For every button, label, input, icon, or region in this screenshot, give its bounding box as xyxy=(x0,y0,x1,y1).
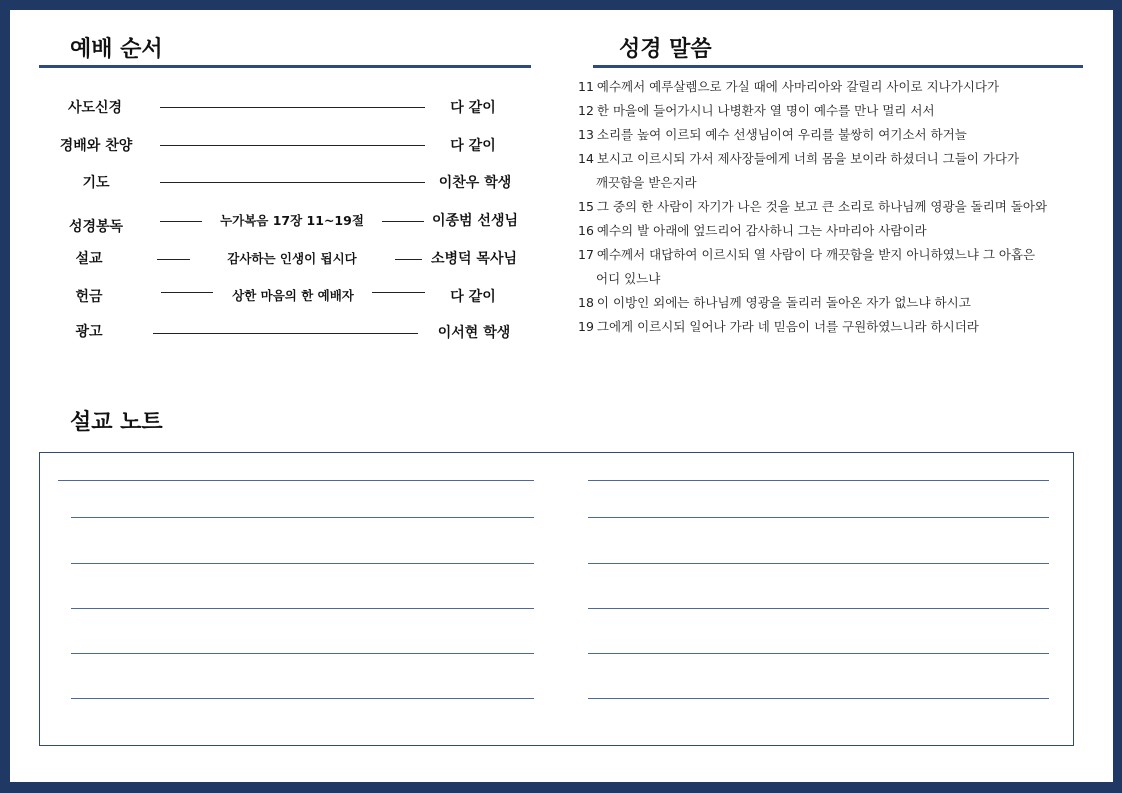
order-leader-line xyxy=(161,292,213,293)
order-item-label: 기도 xyxy=(82,175,110,191)
sermon-notes-title: 설교 노트 xyxy=(70,410,163,435)
scripture-rule xyxy=(593,65,1083,68)
order-leader-line xyxy=(153,333,418,334)
order-leader-line xyxy=(395,259,422,260)
verse xyxy=(578,102,1098,120)
verse-text: 그에게 이르시되 일어나 가라 네 믿음이 너를 구원하였느니라 하시더라 xyxy=(596,319,979,334)
note-line xyxy=(58,480,534,481)
note-line xyxy=(71,517,534,518)
verse-number: 16 xyxy=(578,223,594,238)
order-leader-line xyxy=(160,221,202,222)
verse-number: 18 xyxy=(578,295,594,310)
order-leader-line xyxy=(160,107,425,108)
note-line xyxy=(588,517,1049,518)
verse-number: 13 xyxy=(578,127,594,142)
verse-text: 예수께서 대답하여 이르시되 열 사람이 다 깨끗함을 받지 아니하였느냐 그 아홉은 xyxy=(596,247,1036,262)
worship-order-rule xyxy=(39,65,531,68)
verse-text: 예수의 발 아래에 엎드리어 감사하니 그는 사마리아 사람이라 xyxy=(596,223,927,238)
note-line xyxy=(71,563,534,564)
verse-number: 15 xyxy=(578,199,594,214)
verse-text: 소리를 높여 이르되 예수 선생님이여 우리를 불쌍히 여기소서 하거늘 xyxy=(596,127,967,142)
verse-text: 보시고 이르시되 가서 제사장들에게 너희 몸을 보이라 하셨더니 그들이 가다가 xyxy=(596,151,1020,166)
note-line xyxy=(588,653,1049,654)
verse-text: 한 마을에 들어가시니 나병환자 열 명이 예수를 만나 멀리 서서 xyxy=(596,103,935,118)
order-leader-line xyxy=(372,292,425,293)
verse xyxy=(578,78,1098,96)
order-item-label: 사도신경 xyxy=(67,100,123,116)
order-leader-line xyxy=(160,182,425,183)
order-leader-line xyxy=(382,221,424,222)
verse-text: 예수께서 예루살렘으로 가실 때에 사마리아와 갈릴리 사이로 지나가시다가 xyxy=(596,79,1000,94)
note-line xyxy=(588,698,1049,699)
order-item-leader: 이종범 선생님 xyxy=(431,213,519,229)
verse-number: 14 xyxy=(578,151,594,166)
order-item-label: 성경봉독 xyxy=(68,219,124,235)
note-line xyxy=(588,563,1049,564)
order-item-label: 광고 xyxy=(75,324,103,340)
verse xyxy=(578,294,1098,312)
worship-order-title: 예배 순서 xyxy=(70,37,163,62)
verse-number: 12 xyxy=(578,103,594,118)
verse xyxy=(578,246,1098,264)
order-leader-line xyxy=(160,145,425,146)
order-item-label: 경배와 찬양 xyxy=(59,138,133,154)
order-item-label: 설교 xyxy=(75,251,103,267)
verse-text: 그 중의 한 사람이 자기가 나은 것을 보고 큰 소리로 하나님께 영광을 돌리며 돌아와 xyxy=(596,199,1048,214)
verse xyxy=(578,198,1098,216)
verse xyxy=(578,126,1098,144)
note-line xyxy=(71,653,534,654)
verse xyxy=(578,318,1098,336)
note-line xyxy=(588,608,1049,609)
order-item-leader: 다 같이 xyxy=(450,289,496,305)
verse xyxy=(578,222,1098,240)
order-item-desc: 상한 마음의 한 예배자 xyxy=(232,288,354,303)
order-item-desc: 감사하는 인생이 됩시다 xyxy=(227,251,357,266)
order-item-leader: 소병덕 목사님 xyxy=(430,251,518,267)
verse xyxy=(578,150,1098,168)
order-item-leader: 다 같이 xyxy=(450,100,496,116)
verse-number: 17 xyxy=(578,247,594,262)
order-item-label: 헌금 xyxy=(75,289,103,305)
verse-text: 이 이방인 외에는 하나님께 영광을 돌리러 돌아온 자가 없느냐 하시고 xyxy=(596,295,971,310)
order-item-desc: 누가복음 17장 11~19절 xyxy=(220,213,364,228)
scripture-title: 성경 말씀 xyxy=(619,37,712,62)
order-item-leader: 다 같이 xyxy=(450,138,496,154)
note-line xyxy=(71,698,534,699)
verse-continuation: 어디 있느냐 xyxy=(596,271,661,286)
bulletin-page xyxy=(10,10,1113,782)
sermon-notes-box[interactable] xyxy=(39,452,1074,746)
note-line xyxy=(588,480,1049,481)
note-line xyxy=(71,608,534,609)
order-item-leader: 이서현 학생 xyxy=(437,325,511,341)
verse-number: 11 xyxy=(578,79,594,94)
order-leader-line xyxy=(157,259,190,260)
verse-continuation: 깨끗함을 받은지라 xyxy=(596,175,697,190)
verse-number: 19 xyxy=(578,319,594,334)
order-item-leader: 이찬우 학생 xyxy=(438,175,512,191)
